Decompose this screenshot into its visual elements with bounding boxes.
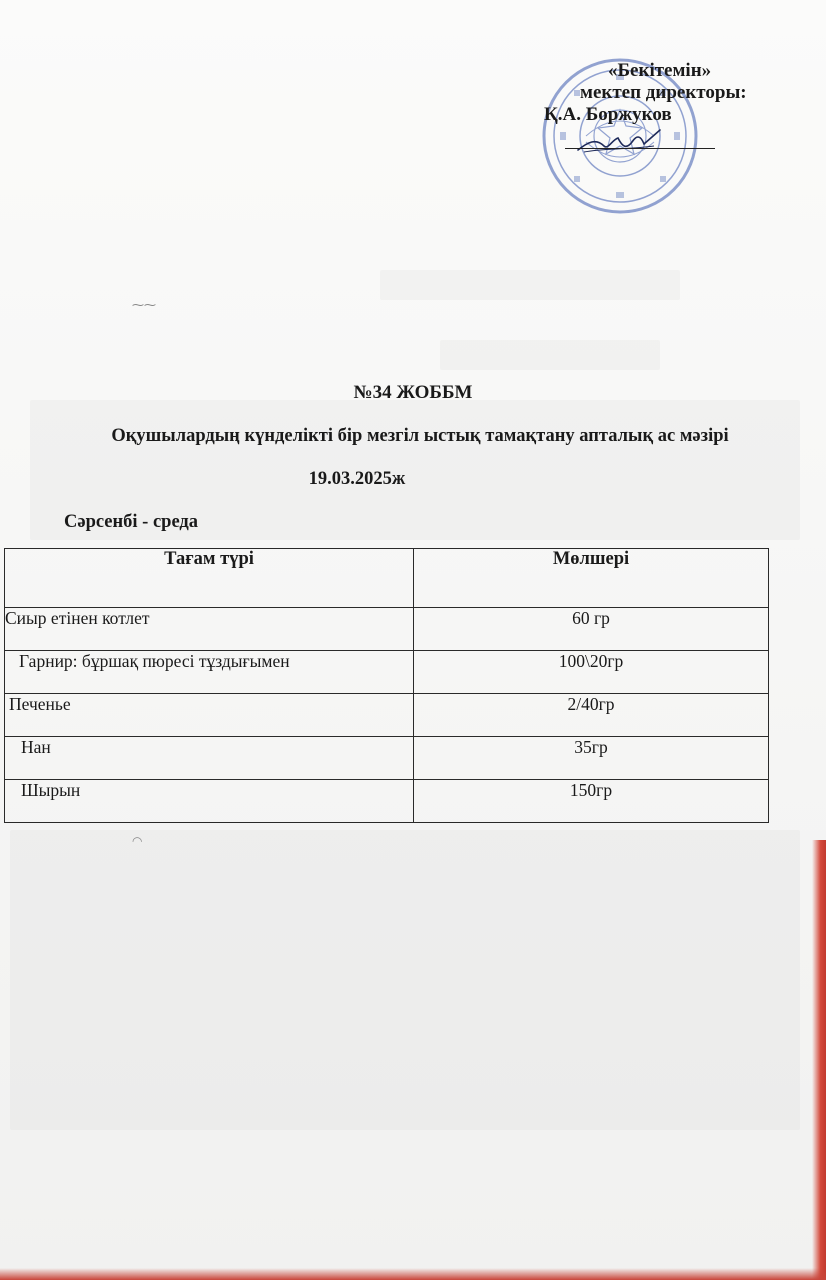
dish-amount: 60 гр (414, 608, 769, 651)
show-through-block (10, 830, 800, 1130)
dish-amount: 150гр (414, 780, 769, 823)
menu-date: 19.03.2025ж (308, 469, 406, 489)
dish-name: Сиыр етінен котлет (5, 608, 414, 651)
show-through-block (380, 270, 680, 300)
dish-name: Шырын (5, 780, 414, 823)
page-bottom-edge (0, 1268, 826, 1280)
table-row (5, 694, 769, 737)
table-row (5, 608, 769, 651)
dish-amount: 2/40гр (414, 694, 769, 737)
page-edge-shadow (812, 840, 826, 1280)
approval-director-name: Қ.А. Боржуков (544, 104, 672, 125)
header-dish-type: Тағам түрі (5, 549, 414, 608)
table-row (5, 737, 769, 780)
show-through-block (440, 340, 660, 370)
menu-table (4, 548, 769, 823)
dish-amount: 35гр (414, 737, 769, 780)
signature-line (565, 148, 715, 149)
dish-name: Печенье (5, 694, 414, 737)
table-header-row (5, 549, 769, 608)
dish-amount: 100\20гр (414, 651, 769, 694)
table-row (5, 780, 769, 823)
director-signature (574, 124, 664, 160)
paper-mark: ⁓⁓ (132, 298, 156, 312)
menu-title: Оқушылардың күнделікті бір мезгіл ыстық тамақтану апталық ас мәзірі (111, 426, 729, 446)
table-row (5, 651, 769, 694)
approval-block (520, 60, 800, 230)
paper-mark: ◠ (132, 834, 143, 848)
header-amount: Мөлшері (414, 549, 769, 608)
dish-name: Гарнир: бұршақ пюресі тұздығымен (5, 651, 414, 694)
school-name: №34 ЖОББМ (353, 382, 473, 403)
approval-position: мектеп директоры: (580, 82, 747, 103)
approval-title: «Бекітемін» (608, 60, 712, 81)
weekday-label: Сәрсенбі - среда (64, 512, 199, 532)
dish-name: Нан (5, 737, 414, 780)
